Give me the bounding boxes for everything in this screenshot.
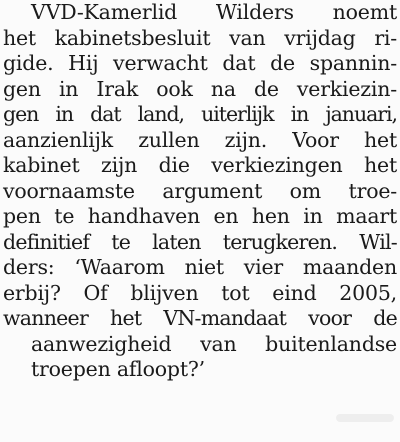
- article-line: gen in Irak ook na de verkiezin-: [3, 76, 397, 101]
- article-line: aanwezigheid van buitenlandse: [31, 331, 397, 356]
- article-line: ders: ‘Waarom niet vier maanden: [3, 255, 397, 279]
- article-line: VVD-Kamerlid Wilders noemt: [31, 0, 397, 24]
- article-line: het kabinetsbesluit van vrijdag ri-: [3, 25, 397, 50]
- article-line: aanzienlijk zullen zijn. Voor het: [3, 127, 397, 152]
- article-line: erbij? Of blijven tot eind 2005,: [3, 280, 397, 305]
- print-smudge: [336, 414, 394, 422]
- article-line: pen te handhaven en hen in maart: [3, 204, 397, 228]
- article-line: kabinet zijn die verkiezingen het: [3, 153, 397, 177]
- article-text: [3, 0, 397, 383]
- article-line: troepen afloopt?’: [31, 357, 206, 381]
- article-line: voornaamste argument om troe-: [3, 178, 397, 203]
- article-line: gen in dat land, uiterlijk in januari,: [3, 102, 397, 126]
- article-line: definitief te laten terugkeren. Wil-: [3, 229, 397, 254]
- article-line: wanneer het VN-mandaat voor de: [3, 306, 397, 330]
- article-line: gide. Hij verwacht dat de spannin-: [3, 51, 397, 75]
